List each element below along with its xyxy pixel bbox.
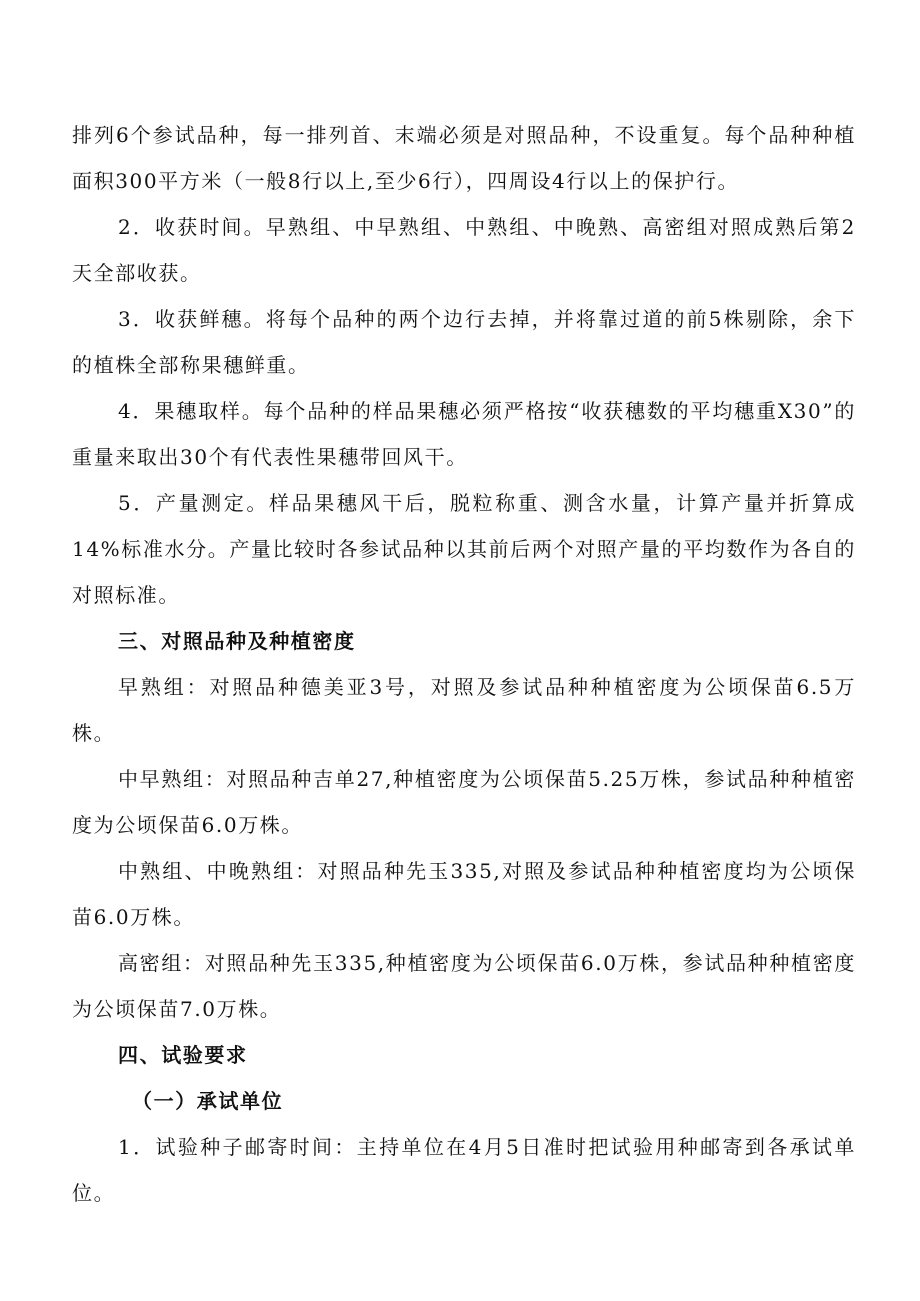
paragraph-early-group: 早熟组：对照品种德美亚3号，对照及参试品种种植密度为公顷保苗6.5万株。 bbox=[72, 675, 856, 745]
section-heading-control-varieties: 三、对照品种及种植密度 bbox=[118, 629, 356, 653]
paragraph-high-density-group: 高密组：对照品种先玉335,种植密度为公顷保苗6.0万株，参试品种种植密度为公顷保苗7.0万株。 bbox=[72, 951, 856, 1021]
paragraph-mid-early-group: 中早熟组：对照品种吉单27,种植密度为公顷保苗5.25万株，参试品种种植密度为公顷保苗6.0万株。 bbox=[72, 767, 856, 837]
paragraph-seed-mailing-time: 1．试验种子邮寄时间：主持单位在4月5日准时把试验用种邮寄到各承试单位。 bbox=[72, 1135, 856, 1205]
paragraph-planting-layout: 排列6个参试品种，每一排列首、末端必须是对照品种，不设重复。每个品种种植面积300平方米（一般8行以上,至少6行），四周设4行以上的保护行。 bbox=[72, 123, 856, 193]
paragraph-fresh-ear-harvest: 3．收获鲜穗。将每个品种的两个边行去掉，并将靠过道的前5株剔除，余下的植株全部称果穗鲜重。 bbox=[72, 307, 856, 377]
paragraph-mid-late-group: 中熟组、中晚熟组：对照品种先玉335,对照及参试品种种植密度均为公顷保苗6.0万株。 bbox=[72, 859, 856, 929]
paragraph-harvest-time: 2．收获时间。早熟组、中早熟组、中熟组、中晚熟、高密组对照成熟后第2天全部收获。 bbox=[72, 215, 856, 285]
paragraph-yield-measurement: 5．产量测定。样品果穗风干后，脱粒称重、测含水量，计算产量并折算成14%标准水分。产量比较时各参试品种以其前后两个对照产量的平均数作为各自的对照标准。 bbox=[72, 491, 856, 607]
document-body bbox=[72, 112, 856, 1216]
paragraph-ear-sampling: 4．果穗取样。每个品种的样品果穗必须严格按“收获穗数的平均穗重X30”的重量来取出30个有代表性果穗带回风干。 bbox=[72, 399, 856, 469]
subsection-heading-trial-units: （一）承试单位 bbox=[132, 1089, 284, 1113]
section-heading-trial-requirements: 四、试验要求 bbox=[118, 1043, 248, 1067]
